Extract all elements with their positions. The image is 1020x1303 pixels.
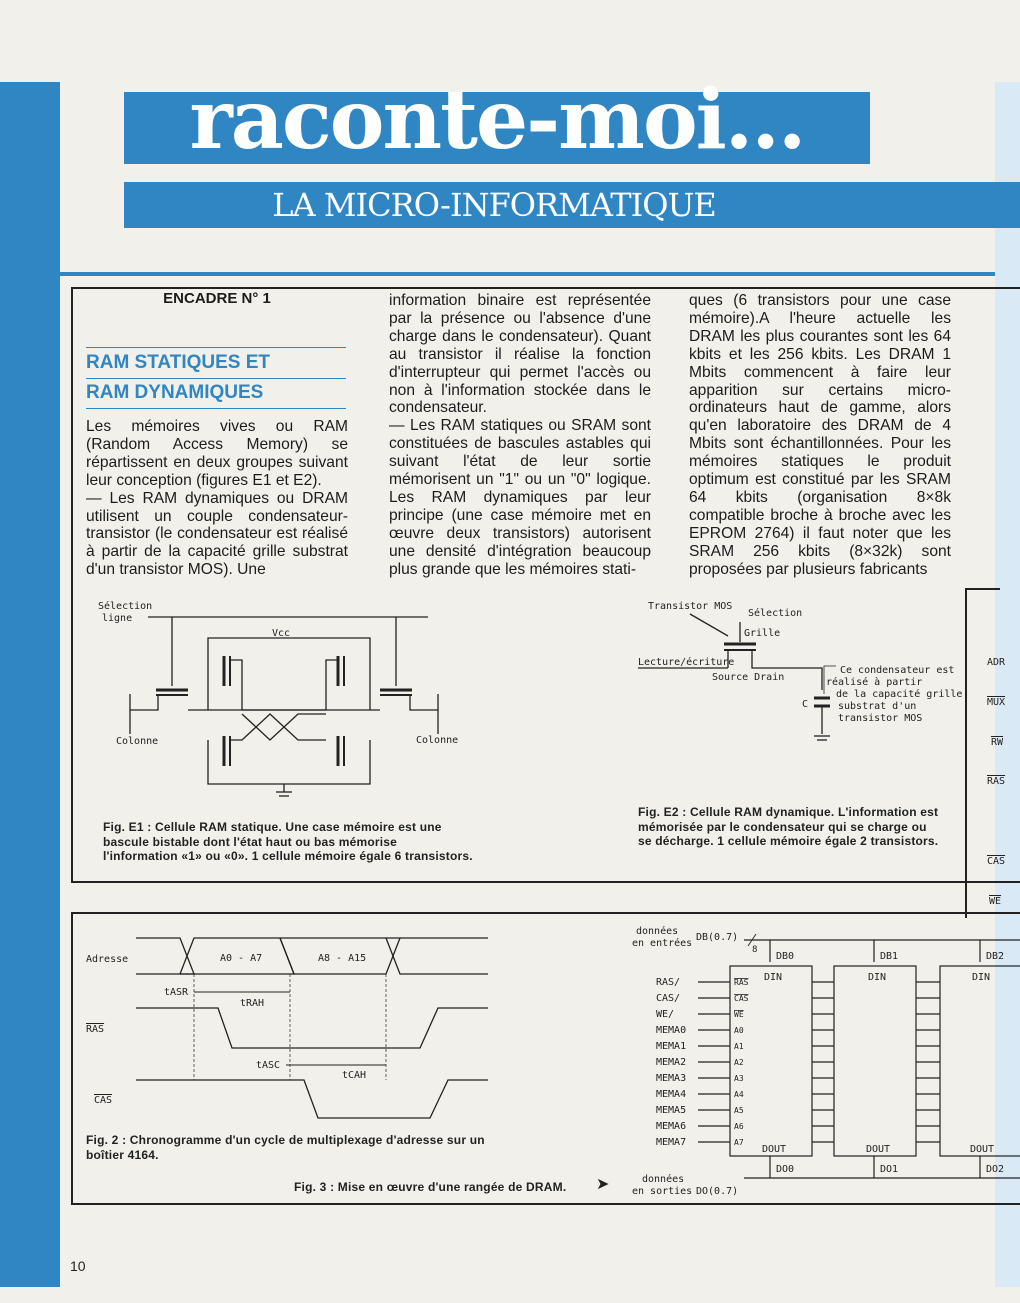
fig3-arrow-icon: ➤	[596, 1176, 610, 1193]
fig3-chip0-dout: DOUT	[762, 1144, 787, 1155]
fig2-caption: Fig. 2 : Chronogramme d'un cycle de multiplexage d'adresse sur un boîtier 4164.	[86, 1133, 485, 1162]
fig3-signal-label: MEMA7	[656, 1137, 687, 1148]
fig3-chip-pin-label: RAS	[734, 978, 749, 987]
fig2-ras-trace	[136, 1008, 488, 1048]
fig3-signal-label: CAS/	[656, 993, 681, 1004]
text-column-3: ques (6 transistors pour une case mémoire).A l'heure actuelle les DRAM les plus courantes sont les 64 kbits et les 256 kbits. Les DRAM 1 Mbits commencent à faire leur apparition sur certains micro-ordinateurs haut de gamme, alors qu'en laboratoire des DRAM de 4 Mbits sont échantillonnées. Pour les mémoires statiques le produit optimum est constitué par les SRAM 64 kbits (organisation 8×8k compatible broche à broche avec les EPROM 2764) il faut noter que les SRAM 256 kbits (8×32k) sont proposées par plusieurs fabricants	[689, 292, 951, 578]
fig-e2-caption: Fig. E2 : Cellule RAM dynamique. L'information est mémorisée par le condensateur qui se charge ou se décharge. 1 cellule mémoire égale 2 transistors.	[638, 805, 939, 848]
fig-e1-select-label-2: ligne	[102, 613, 133, 624]
fig3-data-out-label-1: données	[642, 1174, 685, 1185]
fig-e2-note-line-1: Ce condensateur est	[840, 665, 955, 676]
section-rule-top	[86, 347, 346, 348]
fig2-tasr-label: tASR	[164, 987, 189, 998]
signal-adr-label: ADR	[987, 657, 1006, 668]
fig3-signal-label: MEMA1	[656, 1041, 687, 1052]
fig-e1-column-left-label: Colonne	[116, 736, 159, 747]
page-title: raconte-moi...	[189, 72, 805, 168]
signal-rw-label: $\overline{RW}$	[991, 737, 1004, 748]
fig-e2-rw-label: Lecture/écriture	[638, 657, 735, 668]
fig3-data-in-label-2: en entrées	[632, 938, 693, 949]
fig-e1-wire	[230, 660, 242, 710]
fig2-address-trace	[386, 938, 488, 974]
fig-e1-wire	[326, 660, 338, 710]
fig3-signal-label: MEMA6	[656, 1121, 687, 1132]
fig-e2-note-line-2: réalisé à partir	[826, 677, 923, 688]
fig2-cas-label: CAS	[94, 1095, 113, 1106]
fig3-do0-label: DO0	[776, 1164, 795, 1175]
fig-e2-note-line-3: de la capacité grille	[836, 689, 963, 700]
right-signal-panel	[965, 588, 1000, 918]
fig3-db-bus-label: DB(0.7)	[696, 932, 739, 943]
fig-e1-vcc-label: Vcc	[272, 628, 291, 639]
fig3-chip-pin-label: A5	[734, 1106, 744, 1115]
fig3-chip-pin-label: A1	[734, 1042, 744, 1051]
fig3-chip-1	[834, 966, 916, 1156]
fig2-tasc-label: tASC	[256, 1060, 281, 1071]
fig3-chip-pin-label: A6	[734, 1122, 744, 1131]
fig-e2-wire	[752, 650, 822, 690]
signal-cas-label: $\overline{CAS}$	[987, 856, 1006, 867]
fig-e1-ground-rail	[208, 740, 370, 784]
fig2-trah-label: tRAH	[240, 998, 265, 1009]
section-rule-middle	[86, 378, 346, 379]
fig-e1-wire	[130, 694, 158, 710]
fig-e1-vcc-rail	[208, 638, 370, 710]
fig3-db2-label: DB2	[986, 951, 1005, 962]
fig3-chip-pin-label: CAS	[734, 994, 749, 1003]
fig3-signal-label: MEMA4	[656, 1089, 687, 1100]
fig2-ras-label: RAS	[86, 1024, 105, 1035]
fig3-chip1-dout: DOUT	[866, 1144, 891, 1155]
fig2-a0a7-label: A0 - A7	[220, 953, 263, 964]
fig3-data-out-label-2: en sorties	[632, 1186, 693, 1197]
signal-ras-label: $\overline{RAS}$	[987, 776, 1006, 787]
fig3-chip2-dout: DOUT	[970, 1144, 995, 1155]
fig2-adresse-label: Adresse	[86, 954, 129, 965]
fig-e2-source-drain-label: Source Drain	[712, 672, 785, 683]
fig3-chip-pin-label: A7	[734, 1138, 744, 1147]
fig-e1-select-label-1: Sélection	[98, 601, 153, 612]
signal-mux-label: $\overline{MUX}$	[987, 697, 1006, 708]
fig-e2-note-line-5: transistor MOS	[838, 713, 923, 724]
fig2-cas-trace	[136, 1080, 488, 1118]
fig3-caption: Fig. 3 : Mise en œuvre d'une rangée de DRAM.	[294, 1180, 567, 1194]
fig-e1-cross-coupling	[230, 714, 326, 740]
text-column-1: Les mémoires vives ou RAM (Random Access Memory) se répartissent en deux groupes suivant leur conception (figures E1 et E2). — Les RAM dynamiques ou DRAM utilisent un couple condensateur-transistor (le condensateur est réalisé à partir de la capacité grille substrat d'un transistor MOS). Une	[86, 418, 348, 579]
fig3-signal-rows	[656, 977, 940, 1148]
fig3-chip-2	[940, 966, 1020, 1156]
encadre-label: ENCADRE N° 1	[163, 290, 271, 307]
fig3-db0-label: DB0	[776, 951, 795, 962]
fig3-chip-pin-label: A3	[734, 1074, 744, 1083]
fig2-a8a15-label: A8 - A15	[318, 953, 367, 964]
fig-e1-sram-schematic	[80, 594, 460, 806]
fig3-chip0-din: DIN	[764, 972, 783, 983]
fig-e1-cross-coupling	[242, 714, 326, 740]
page-subtitle: LA MICRO-INFORMATIQUE	[272, 186, 716, 224]
fig-e2-note-line-4: substrat d'un	[838, 701, 917, 712]
fig-e2-pointer-line	[690, 614, 728, 636]
fig-e1-caption: Fig. E1 : Cellule RAM statique. Une case mémoire est une bascule bistable dont l'état haut ou bas mémorise l'information «1» ou «0». 1 cellule mémoire égale 6 transistors.	[103, 820, 473, 863]
fig3-bus-width-label: 8	[752, 945, 758, 955]
fig3-chip-pin-label: A4	[734, 1090, 744, 1099]
fig3-signal-label: RAS/	[656, 977, 681, 988]
fig3-signal-label: WE/	[656, 1009, 675, 1020]
fig3-chip-pin-label: WE	[734, 1010, 744, 1019]
signal-we-label: $\overline{WE}$	[989, 896, 1002, 907]
fig-e2-selection-label: Sélection	[748, 608, 803, 619]
fig3-do2-label: DO2	[986, 1164, 1005, 1175]
fig3-signal-label: MEMA2	[656, 1057, 687, 1068]
fig-e2-grille-label: Grille	[744, 628, 781, 639]
fig-e2-dram-schematic	[630, 594, 970, 754]
fig2-tcah-label: tCAH	[342, 1070, 367, 1081]
fig-e2-c-label: C	[802, 699, 809, 710]
page-number: 10	[70, 1258, 86, 1274]
section-title-line1: RAM STATIQUES ET	[86, 352, 271, 373]
fig3-chip1-din: DIN	[868, 972, 887, 983]
fig-e1-column-right-label: Colonne	[416, 735, 459, 746]
section-rule-bottom	[86, 408, 346, 409]
fig3-chip-pin-label: A2	[734, 1058, 744, 1067]
fig3-chip-pin-label: A0	[734, 1026, 744, 1035]
fig3-data-in-label-1: données	[636, 926, 679, 937]
fig3-signal-label: MEMA0	[656, 1025, 687, 1036]
fig3-do-bus-label: DO(0.7)	[696, 1186, 739, 1197]
fig3-dram-row	[626, 920, 1020, 1205]
text-column-2: information binaire est représentée par la présence ou l'absence d'une charge dans le condensateur). Quant au transistor il réalise la fonction d'interrupteur qui permet l'accès ou non à l'information stockée dans le condensateur. — Les RAM statiques ou SRAM sont constituées de bascules astables qui suivant l'état de leur sortie mémorisent un "1" ou un "0" logique. Les RAM dynamiques par leur principe (une case mémoire met en œuvre deux transistors) autorisent une densité d'intégration beaucoup plus grande que les mémoires stati-	[389, 292, 651, 578]
fig3-chip2-din: DIN	[972, 972, 991, 983]
fig3-signal-label: MEMA5	[656, 1105, 687, 1116]
fig3-signal-label: MEMA3	[656, 1073, 687, 1084]
fig2-timing-diagram	[80, 920, 500, 1125]
fig-e1-wire	[410, 694, 438, 710]
fig-e2-transistor-label: Transistor MOS	[648, 601, 733, 612]
fig3-do1-label: DO1	[880, 1164, 899, 1175]
fig3-db1-label: DB1	[880, 951, 899, 962]
section-title-line2: RAM DYNAMIQUES	[86, 382, 264, 403]
fig2-address-trace	[136, 938, 194, 974]
